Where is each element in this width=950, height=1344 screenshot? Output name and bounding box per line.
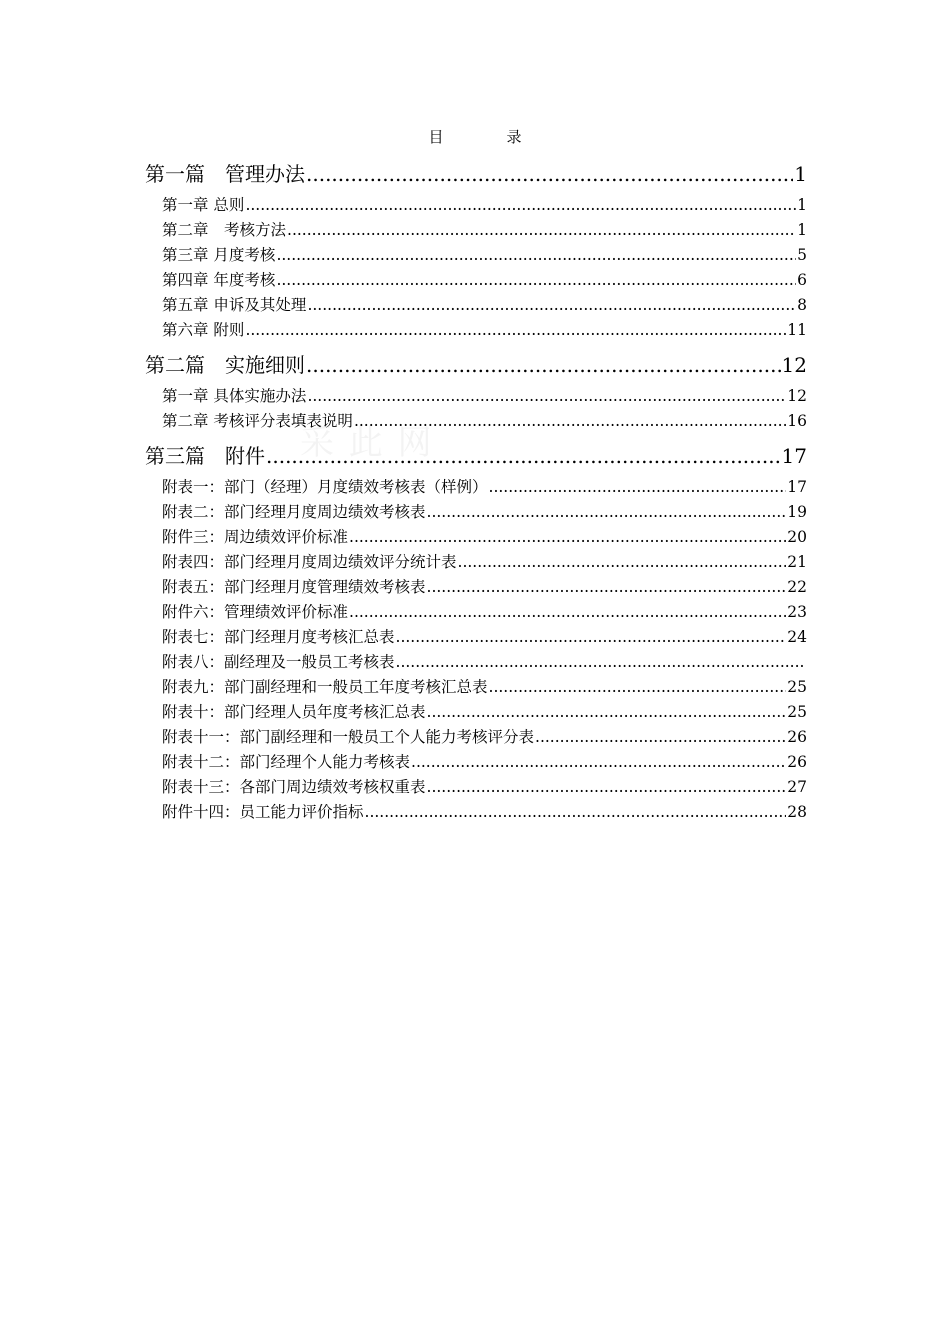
toc-entry-label: 第二章 考核方法 <box>162 221 287 239</box>
toc-dot-leader <box>427 578 787 596</box>
toc-entry-label: 第二篇 实施细则 <box>145 353 305 377</box>
toc-entry-label: 附表十：部门经理人员年度考核汇总表 <box>162 703 426 721</box>
toc-entry-label: 第一篇 管理办法 <box>145 162 305 186</box>
toc-page-number: 26 <box>787 728 807 746</box>
toc-page-number: 23 <box>787 603 807 621</box>
watermark: 采 此 网 <box>300 423 434 463</box>
toc-chapter-entry[interactable] <box>145 384 807 409</box>
toc-entry-label: 附表四：部门经理月度周边绩效评分统计表 <box>162 553 457 571</box>
toc-page-number: 12 <box>787 387 807 405</box>
toc-entry-label: 附件六：管理绩效评价标准 <box>162 603 349 621</box>
toc-page-number: 5 <box>797 246 807 264</box>
toc-chapter-entry[interactable] <box>145 750 807 775</box>
toc-dot-leader <box>411 753 786 771</box>
toc-dot-leader <box>307 387 786 405</box>
toc-entry-label: 第一章 具体实施办法 <box>162 387 307 405</box>
toc-dot-leader <box>266 444 781 468</box>
toc-chapter-entry[interactable] <box>145 725 807 750</box>
toc-chapter-entry[interactable] <box>145 650 807 675</box>
toc-entry-label: 第三篇 附件 <box>145 444 265 468</box>
toc-entry-label: 附表十二：部门经理个人能力考核表 <box>162 753 411 771</box>
toc-part-entry[interactable] <box>145 349 807 377</box>
toc-chapter-entry[interactable] <box>145 268 807 293</box>
toc-chapter-entry[interactable] <box>145 625 807 650</box>
toc-entry-label: 附表八：副经理及一般员工考核表 <box>162 653 395 671</box>
toc-chapter-entry[interactable] <box>145 475 807 500</box>
toc-dot-leader <box>458 553 787 571</box>
toc-chapter-entry[interactable] <box>145 293 807 318</box>
toc-dot-leader <box>245 321 786 339</box>
toc-dot-leader <box>307 296 796 314</box>
toc-page-number: 28 <box>787 803 807 821</box>
toc-dot-leader <box>349 603 786 621</box>
toc-dot-leader <box>489 678 787 696</box>
toc-chapter-entry[interactable] <box>145 218 807 243</box>
toc-entry-label: 附表十一：部门副经理和一般员工个人能力考核评分表 <box>162 728 535 746</box>
toc-entry-label: 第四章 年度考核 <box>162 271 276 289</box>
toc-dot-leader <box>427 503 787 521</box>
toc-dot-leader <box>349 528 786 546</box>
toc-dot-leader <box>535 728 786 746</box>
toc-page-number: 22 <box>787 578 807 596</box>
toc-page-number: 6 <box>797 271 807 289</box>
toc-dot-leader <box>427 778 787 796</box>
toc-chapter-entry[interactable] <box>145 800 807 825</box>
toc-page-number: 27 <box>787 778 807 796</box>
toc-dot-leader <box>396 628 787 646</box>
toc-page-number: 25 <box>787 703 807 721</box>
toc-part-entry[interactable] <box>145 440 807 468</box>
toc-page-number: 1 <box>797 221 807 239</box>
toc-dot-leader <box>287 221 796 239</box>
toc-page-number: 1 <box>797 196 807 214</box>
toc-chapter-entry[interactable] <box>145 575 807 600</box>
toc-dot-leader <box>365 803 787 821</box>
toc-chapter-entry[interactable] <box>145 700 807 725</box>
toc-chapter-entry[interactable] <box>145 525 807 550</box>
toc-chapter-entry[interactable] <box>145 243 807 268</box>
toc-dot-leader <box>306 353 781 377</box>
toc-page-number: 19 <box>787 503 807 521</box>
toc-chapter-entry[interactable] <box>145 193 807 218</box>
toc-page-number: 16 <box>787 412 807 430</box>
toc-entry-label: 第三章 月度考核 <box>162 246 276 264</box>
toc-entry-label: 附表七：部门经理月度考核汇总表 <box>162 628 395 646</box>
toc-chapter-entry[interactable] <box>145 318 807 343</box>
toc-dot-leader <box>489 478 787 496</box>
toc-chapter-entry[interactable] <box>145 675 807 700</box>
toc-page-number: 17 <box>781 444 807 468</box>
toc-list <box>145 154 807 825</box>
toc-entry-label: 附件十四：员工能力评价指标 <box>162 803 364 821</box>
toc-entry-label: 第二章 考核评分表填表说明 <box>162 412 353 430</box>
toc-page-number: 26 <box>787 753 807 771</box>
toc-page-number: 12 <box>781 353 807 377</box>
toc-page-number: 17 <box>787 478 807 496</box>
toc-title: 目 录 <box>428 128 546 146</box>
toc-dot-leader <box>427 703 787 721</box>
toc-chapter-entry[interactable] <box>145 775 807 800</box>
toc-page-number: 1 <box>794 162 807 186</box>
toc-dot-leader <box>306 162 793 186</box>
toc-entry-label: 第一章 总则 <box>162 196 245 214</box>
toc-dot-leader <box>354 412 786 430</box>
toc-page-number: 21 <box>787 553 807 571</box>
toc-page-number: 20 <box>787 528 807 546</box>
toc-dot-leader <box>276 246 796 264</box>
toc-entry-label: 附表二：部门经理月度周边绩效考核表 <box>162 503 426 521</box>
toc-dot-leader <box>396 653 806 671</box>
toc-entry-label: 附表十三：各部门周边绩效考核权重表 <box>162 778 426 796</box>
toc-entry-label: 第五章 申诉及其处理 <box>162 296 307 314</box>
toc-entry-label: 附件三：周边绩效评价标准 <box>162 528 349 546</box>
toc-chapter-entry[interactable] <box>145 500 807 525</box>
toc-chapter-entry[interactable] <box>145 409 807 434</box>
toc-chapter-entry[interactable] <box>145 600 807 625</box>
toc-entry-label: 附表五：部门经理月度管理绩效考核表 <box>162 578 426 596</box>
toc-page-number: 25 <box>787 678 807 696</box>
toc-dot-leader <box>276 271 796 289</box>
toc-entry-label: 附表九：部门副经理和一般员工年度考核汇总表 <box>162 678 488 696</box>
toc-page-number: 11 <box>787 321 807 339</box>
toc-part-entry[interactable] <box>145 158 807 186</box>
toc-dot-leader <box>245 196 796 214</box>
toc-chapter-entry[interactable] <box>145 550 807 575</box>
toc-entry-label: 附表一：部门（经理）月度绩效考核表（样例） <box>162 478 488 496</box>
toc-page-number: 8 <box>797 296 807 314</box>
toc-page-number: 24 <box>787 628 807 646</box>
toc-entry-label: 第六章 附则 <box>162 321 245 339</box>
